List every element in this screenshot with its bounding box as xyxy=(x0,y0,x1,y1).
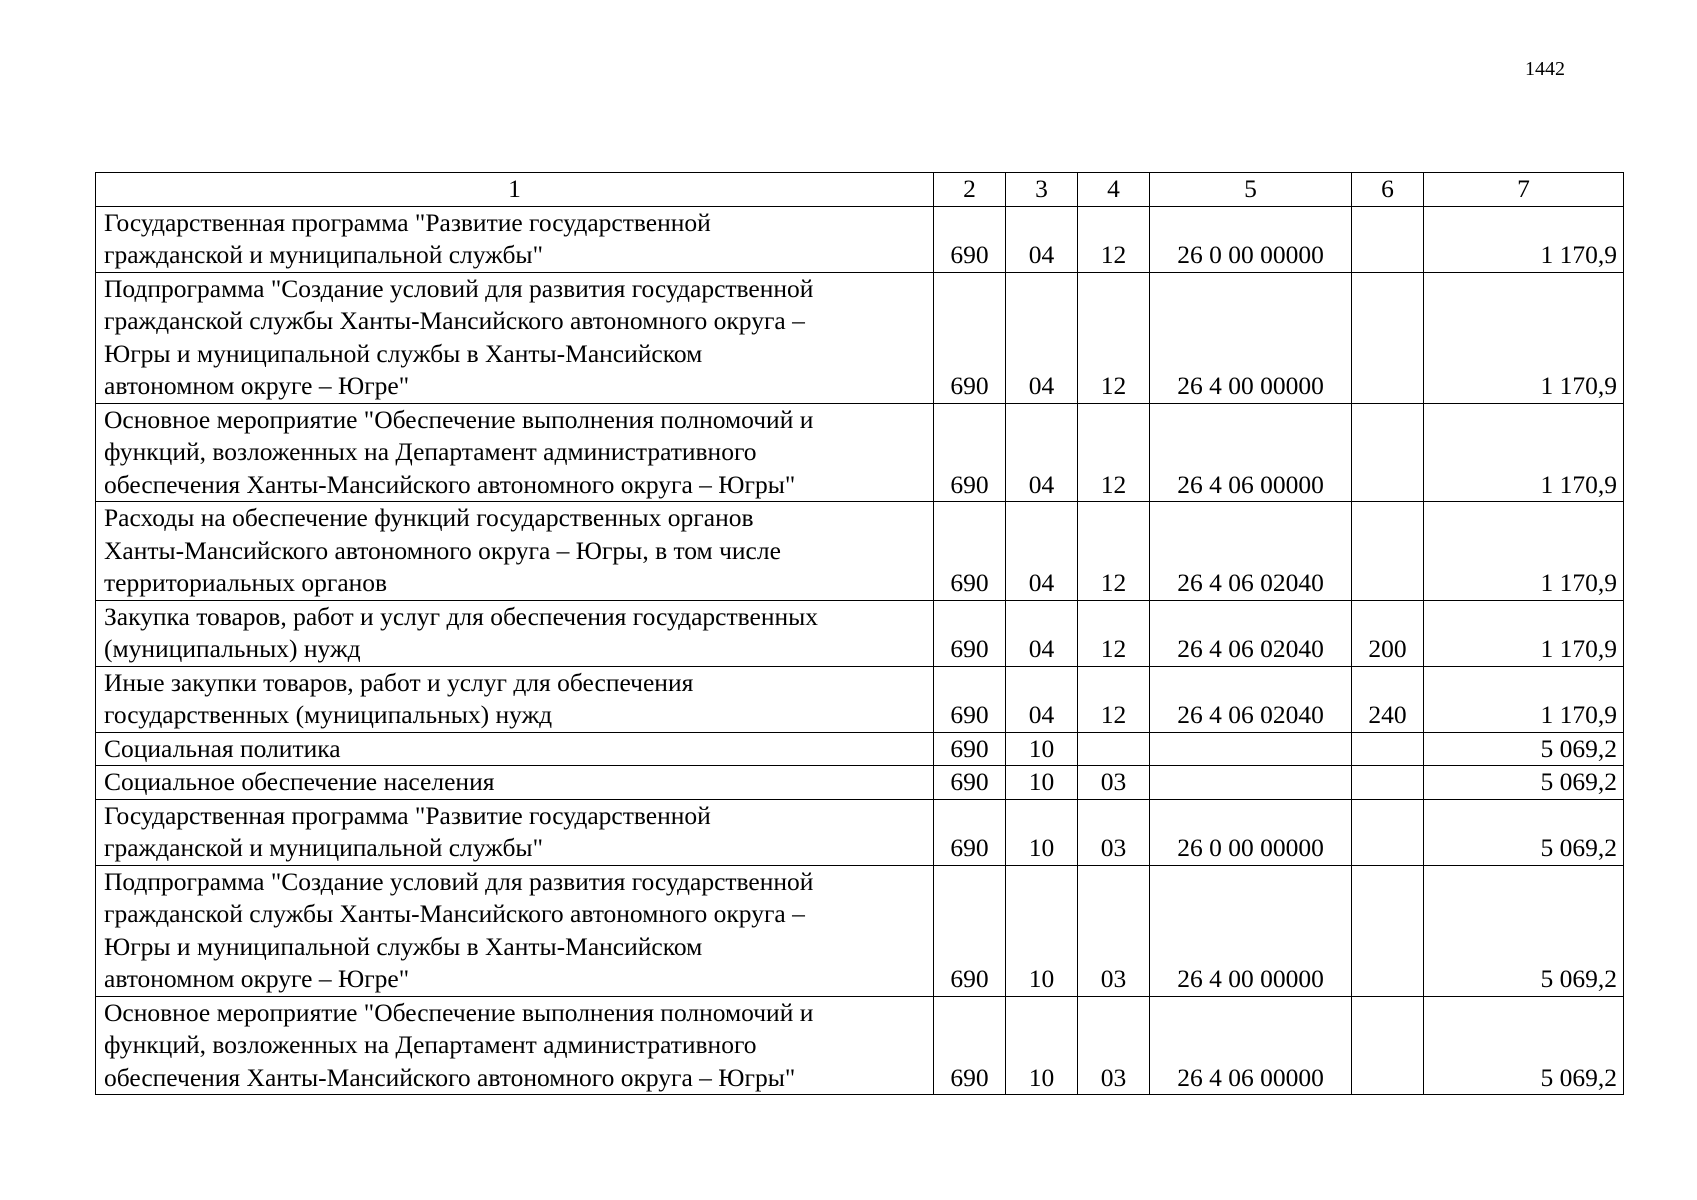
row-col-2: 690 xyxy=(934,799,1006,865)
row-description xyxy=(96,996,934,1095)
table-row xyxy=(96,600,1624,666)
row-col-2: 690 xyxy=(934,502,1006,601)
description-line: государственных (муниципальных) нужд xyxy=(104,700,553,729)
row-col-2: 690 xyxy=(934,766,1006,800)
row-col-6 xyxy=(1352,996,1424,1095)
row-col-5 xyxy=(1150,732,1352,766)
description-line: обеспечения Ханты-Мансийского автономного округа – Югры" xyxy=(104,1062,796,1092)
row-col-2: 690 xyxy=(934,666,1006,732)
row-col-7: 5 069,2 xyxy=(1424,732,1624,766)
row-col-7: 5 069,2 xyxy=(1424,996,1624,1095)
row-col-5: 26 0 00 00000 xyxy=(1150,206,1352,272)
row-col-3: 10 xyxy=(1006,732,1078,766)
row-col-4: 03 xyxy=(1078,799,1150,865)
row-col-4 xyxy=(1078,732,1150,766)
table-row xyxy=(96,865,1624,996)
description-line: Государственная программа "Развитие государственной xyxy=(104,207,711,237)
row-col-3: 04 xyxy=(1006,600,1078,666)
description-line: Социальная политика xyxy=(104,733,341,763)
row-col-4: 03 xyxy=(1078,996,1150,1095)
row-col-2: 690 xyxy=(934,865,1006,996)
row-description xyxy=(96,600,934,666)
description-line: Социальное обеспечение населения xyxy=(104,767,495,796)
description-line: Югры и муниципальной службы в Ханты-Мансийском xyxy=(104,338,703,368)
row-col-2: 690 xyxy=(934,600,1006,666)
description-line: обеспечения Ханты-Мансийского автономного округа – Югры" xyxy=(104,469,796,499)
row-col-7: 1 170,9 xyxy=(1424,600,1624,666)
row-description xyxy=(96,865,934,996)
row-col-5: 26 4 00 00000 xyxy=(1150,272,1352,403)
row-description xyxy=(96,732,934,766)
row-description xyxy=(96,403,934,502)
row-col-3: 04 xyxy=(1006,666,1078,732)
row-col-5: 26 4 06 02040 xyxy=(1150,666,1352,732)
description-line: функций, возложенных на Департамент административного xyxy=(104,1030,757,1059)
row-col-3: 04 xyxy=(1006,403,1078,502)
table-row xyxy=(96,206,1624,272)
table-row xyxy=(96,403,1624,502)
row-col-7: 5 069,2 xyxy=(1424,799,1624,865)
description-line: Иные закупки товаров, работ и услуг для обеспечения xyxy=(104,667,694,697)
description-line: Расходы на обеспечение функций государственных органов xyxy=(104,503,754,532)
row-col-7: 5 069,2 xyxy=(1424,865,1624,996)
row-col-6: 200 xyxy=(1352,600,1424,666)
row-col-5 xyxy=(1150,766,1352,800)
header-col-2: 2 xyxy=(934,173,1006,207)
page-number: 1442 xyxy=(1525,58,1565,80)
description-line: гражданской службы Ханты-Мансийского автономного округа – xyxy=(104,899,805,928)
row-col-4: 12 xyxy=(1078,403,1150,502)
row-description xyxy=(96,206,934,272)
row-col-3: 10 xyxy=(1006,799,1078,865)
row-col-6 xyxy=(1352,403,1424,502)
description-line: функций, возложенных на Департамент административного xyxy=(104,437,757,466)
description-line: Югры и муниципальной службы в Ханты-Мансийском xyxy=(104,931,703,961)
description-line: Ханты-Мансийского автономного округа – Югры, в том числе xyxy=(104,535,781,565)
row-col-7: 1 170,9 xyxy=(1424,403,1624,502)
table-row xyxy=(96,766,1624,800)
description-line: автономном округе – Югре" xyxy=(104,371,410,400)
header-col-3: 3 xyxy=(1006,173,1078,207)
row-col-4: 03 xyxy=(1078,766,1150,800)
header-col-5: 5 xyxy=(1150,173,1352,207)
row-description xyxy=(96,502,934,601)
row-col-2: 690 xyxy=(934,272,1006,403)
row-col-2: 690 xyxy=(934,996,1006,1095)
description-line: Подпрограмма "Создание условий для развития государственной xyxy=(104,273,814,303)
description-line: территориальных органов xyxy=(104,568,388,597)
description-line: гражданской и муниципальной службы" xyxy=(104,833,543,862)
row-col-3: 10 xyxy=(1006,865,1078,996)
row-col-5: 26 4 06 02040 xyxy=(1150,502,1352,601)
row-col-4: 12 xyxy=(1078,502,1150,601)
row-col-3: 10 xyxy=(1006,996,1078,1095)
row-col-6 xyxy=(1352,272,1424,403)
table-row xyxy=(96,502,1624,601)
table-header-row xyxy=(96,173,1624,207)
row-description xyxy=(96,272,934,403)
description-line: (муниципальных) нужд xyxy=(104,634,361,663)
row-col-4: 12 xyxy=(1078,600,1150,666)
row-col-5: 26 4 06 00000 xyxy=(1150,403,1352,502)
header-col-4: 4 xyxy=(1078,173,1150,207)
row-col-4: 12 xyxy=(1078,666,1150,732)
row-col-6 xyxy=(1352,865,1424,996)
description-line: Государственная программа "Развитие государственной xyxy=(104,800,711,830)
header-col-7: 7 xyxy=(1424,173,1624,207)
row-col-5: 26 4 00 00000 xyxy=(1150,865,1352,996)
row-col-5: 26 4 06 00000 xyxy=(1150,996,1352,1095)
row-col-6 xyxy=(1352,799,1424,865)
header-col-1: 1 xyxy=(96,173,934,207)
row-col-2: 690 xyxy=(934,403,1006,502)
description-line: Подпрограмма "Создание условий для развития государственной xyxy=(104,866,814,896)
row-col-6 xyxy=(1352,206,1424,272)
description-line: автономном округе – Югре" xyxy=(104,964,410,993)
row-col-6 xyxy=(1352,732,1424,766)
row-col-7: 1 170,9 xyxy=(1424,502,1624,601)
row-col-3: 04 xyxy=(1006,502,1078,601)
row-col-7: 1 170,9 xyxy=(1424,206,1624,272)
row-col-4: 03 xyxy=(1078,865,1150,996)
row-col-7: 1 170,9 xyxy=(1424,666,1624,732)
row-col-3: 10 xyxy=(1006,766,1078,800)
table-row xyxy=(96,272,1624,403)
row-col-4: 12 xyxy=(1078,206,1150,272)
row-col-7: 5 069,2 xyxy=(1424,766,1624,800)
row-col-2: 690 xyxy=(934,206,1006,272)
row-description xyxy=(96,766,934,800)
description-line: гражданской службы Ханты-Мансийского автономного округа – xyxy=(104,306,805,335)
table-row xyxy=(96,666,1624,732)
row-col-6: 240 xyxy=(1352,666,1424,732)
budget-table xyxy=(95,172,1624,1095)
row-description xyxy=(96,799,934,865)
row-col-6 xyxy=(1352,766,1424,800)
table-row xyxy=(96,732,1624,766)
row-col-3: 04 xyxy=(1006,206,1078,272)
description-line: гражданской и муниципальной службы" xyxy=(104,240,543,269)
description-line: Основное мероприятие "Обеспечение выполнения полномочий и xyxy=(104,404,814,434)
row-col-5: 26 0 00 00000 xyxy=(1150,799,1352,865)
table-row xyxy=(96,996,1624,1095)
table-row xyxy=(96,799,1624,865)
row-col-6 xyxy=(1352,502,1424,601)
header-col-6: 6 xyxy=(1352,173,1424,207)
description-line: Закупка товаров, работ и услуг для обеспечения государственных xyxy=(104,601,819,631)
row-description xyxy=(96,666,934,732)
row-col-2: 690 xyxy=(934,732,1006,766)
description-line: Основное мероприятие "Обеспечение выполнения полномочий и xyxy=(104,997,814,1027)
row-col-4: 12 xyxy=(1078,272,1150,403)
row-col-3: 04 xyxy=(1006,272,1078,403)
row-col-5: 26 4 06 02040 xyxy=(1150,600,1352,666)
row-col-7: 1 170,9 xyxy=(1424,272,1624,403)
